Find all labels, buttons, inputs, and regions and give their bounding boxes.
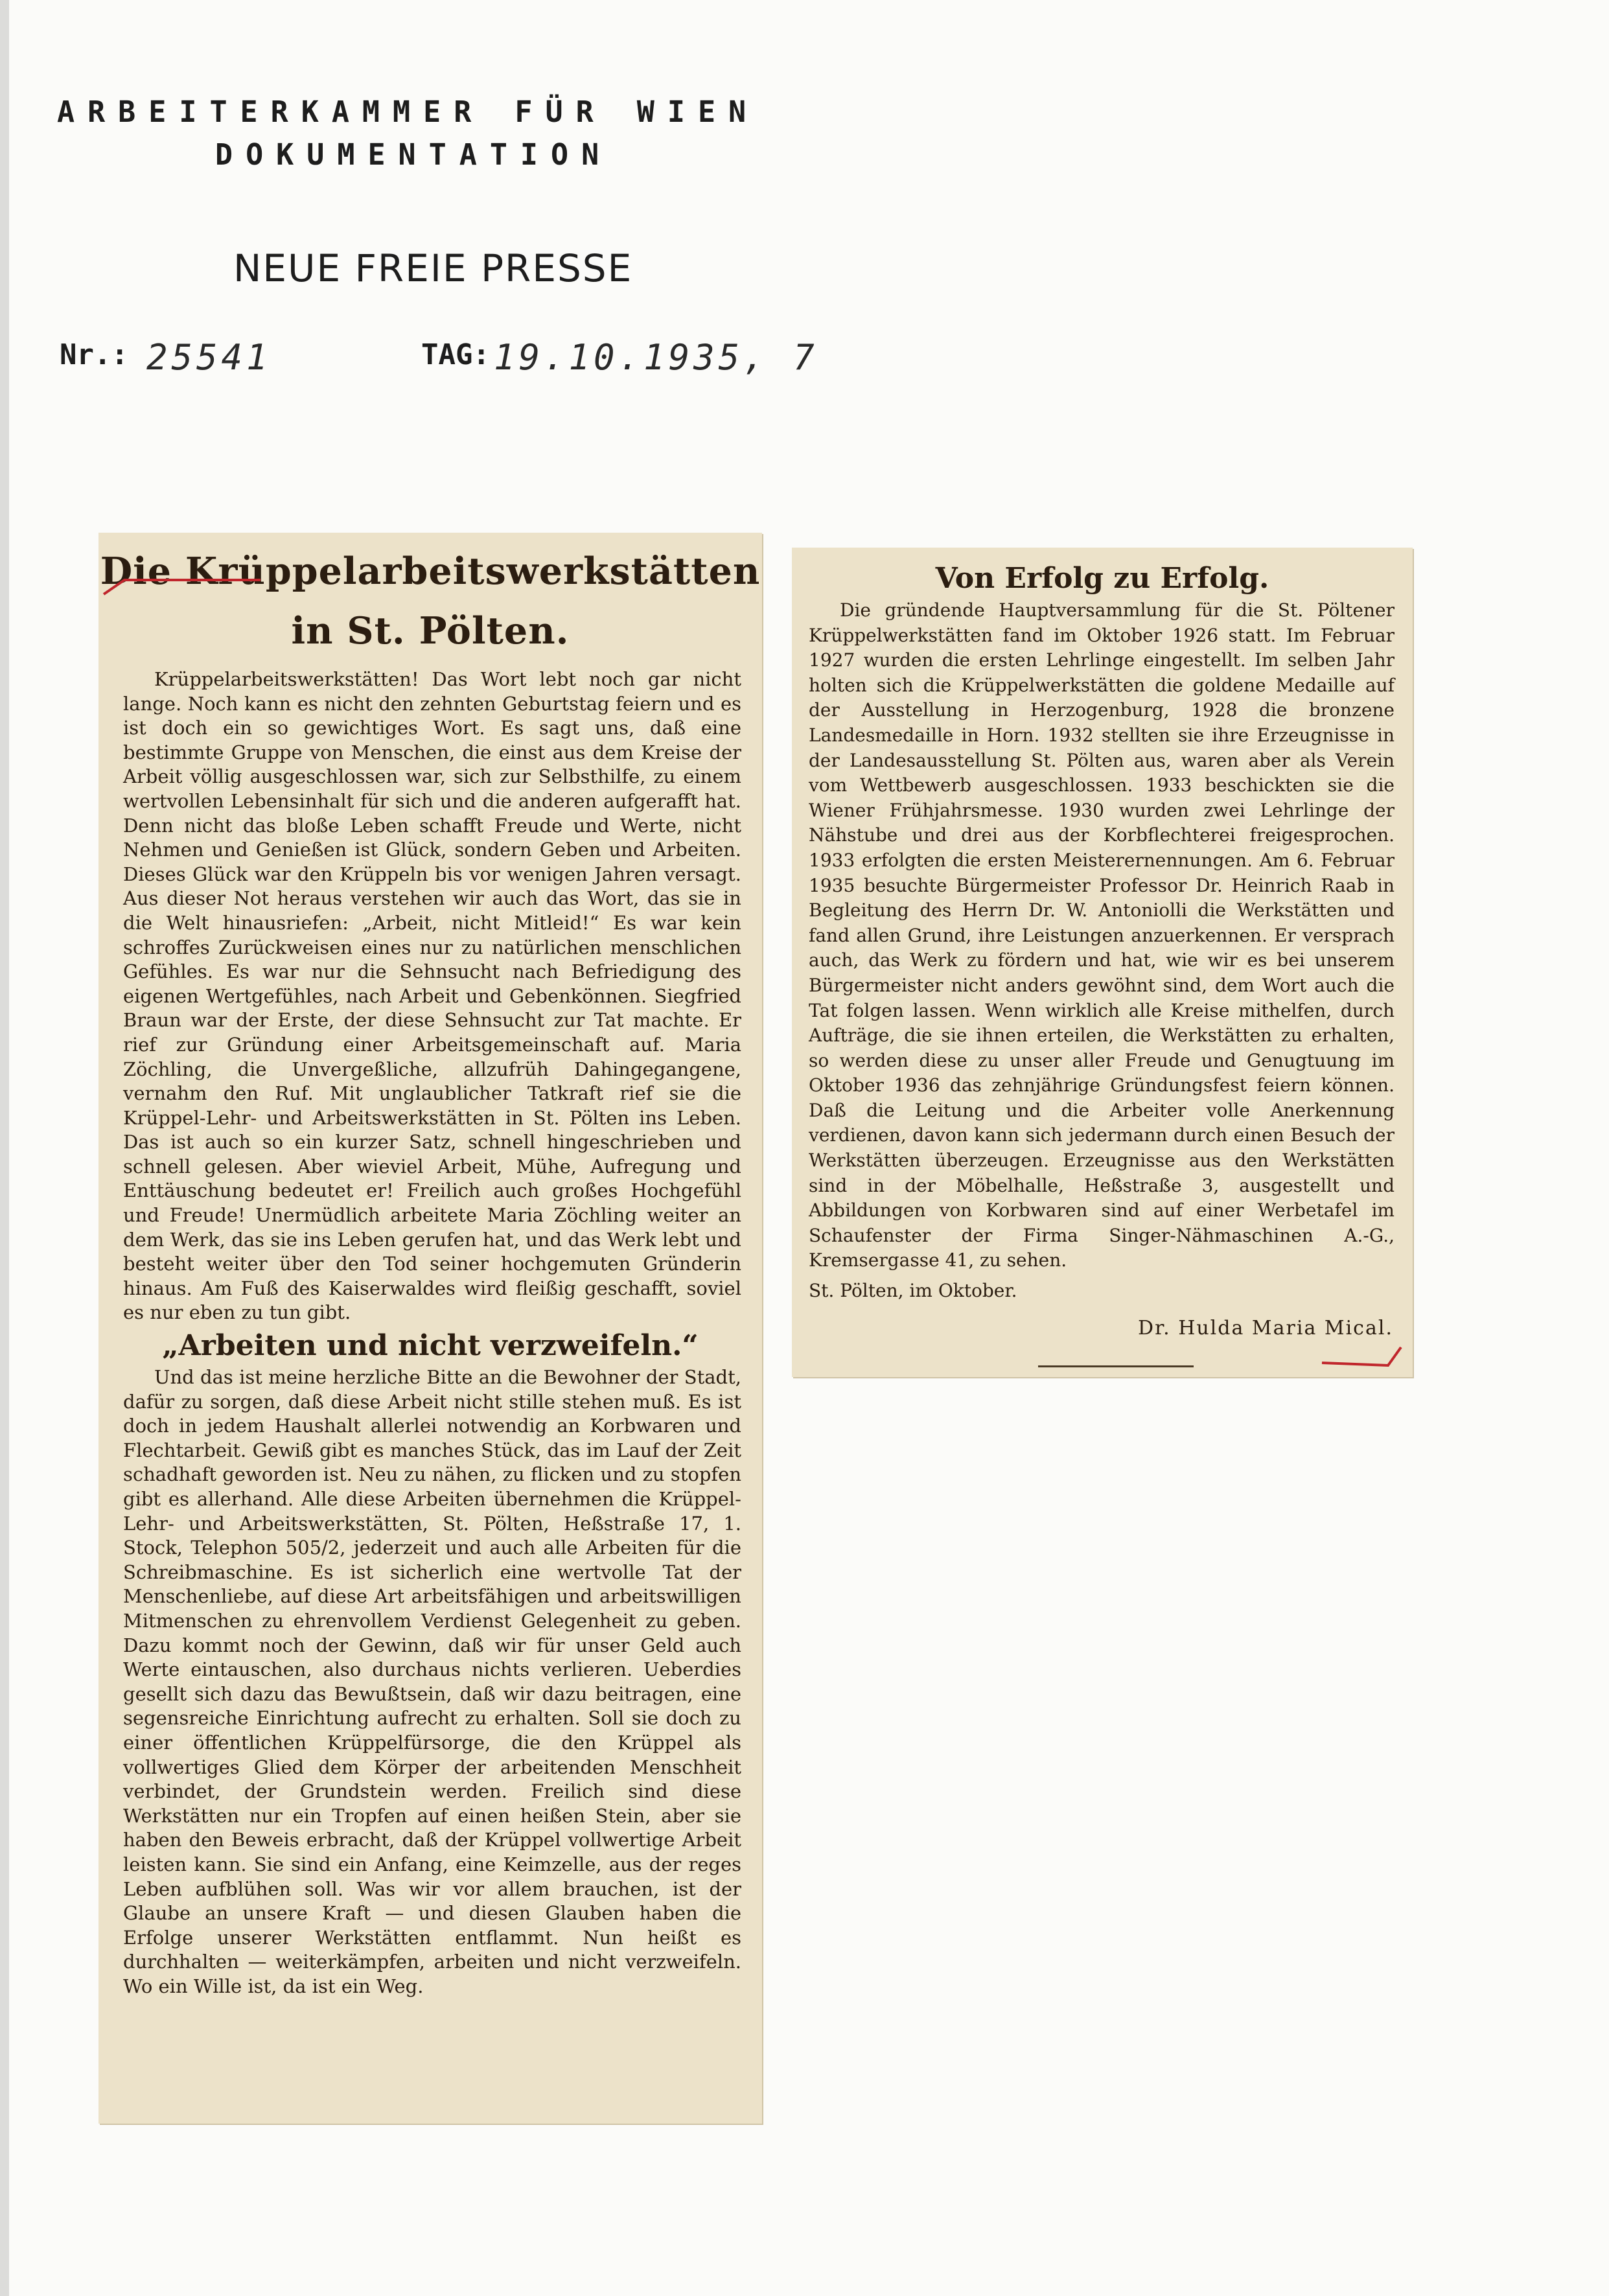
author-signature: Dr. Hulda Maria Mical.: [1138, 1316, 1393, 1339]
article-subheading: „Arbeiten und nicht verzweifeln.“: [162, 1329, 699, 1363]
issue-number-value: 25541: [146, 337, 272, 378]
article-paragraph-3: Die gründende Hauptversammlung für die St. Pöltener Krüppelwerkstätten fand im Oktober 1926 statt. Im Februar 1927 wurden die ersten Lehrlinge eingestellt. Im selben Jahr holten sich die Krüppelwerkstätten die goldene Medaille auf der Ausstellung in Herzogenburg, 1928 die bronzene Landesmedaille in Horn. 1932 stellten sie ihre Erzeugnisse in der Landesausstellung St. Pölten aus, waren aber als Verein vom Wettbewerb ausgeschlossen. 1933 beschickten sie die Wiener Frühjahrsmesse. 1930 wurden zwei Lehrlinge der Nähstube und drei aus der Korbflechterei freigesprochen. 1933 erfolgten die ersten Meisterernennungen. Am 6. Februar 1935 besuchte Bürgermeister Professor Dr. Heinrich Raab in Begleitung des Herrn Dr. W. Antoniolli die Werkstätten und fand allen Grund, ihre Leistungen anzuerkennen. Er versprach auch, das Werk zu fördern und hat, wie wir es bei unserem Bürgermeister nicht anders gewöhnt sind, dem Wort auch die Tat folgen lassen. Wenn wirklich alle Kreise mithelfen, durch Aufträge, die sie ihnen erteilen, die Werkstätten zu erhalten, so werden diese zu unser aller Freude und Genugtuung im Oktober 1936 das zehnjährige Gründungsfest feiern können. Daß die Leitung und die Arbeiter volle Anerkennung verdienen, davon kann sich jedermann durch einen Besuch der Werkstätten überzeugen. Erzeugnisse aus den Werkstätten sind in der Möbelhalle, Heßstraße 3, ausgestellt und Abbildungen von Korbwaren sind auf einer Werbetafel im Schaufenster der Firma Singer-Nähmaschinen A.-G., Kremsergasse 41, zu sehen.: [809, 599, 1395, 1271]
clipping-left-column: [98, 533, 762, 2124]
archive-stamp: [0, 0, 1609, 402]
article-title-line2: in St. Pölten.: [291, 609, 570, 653]
closing-rule: [1038, 1365, 1194, 1367]
article-paragraph-2: Und das ist meine herzliche Bitte an die Bewohner der Stadt, dafür zu sorgen, daß diese Arbeit nicht stille stehen muß. Es ist doch in jedem Haushalt allerlei notwendig an Korbwaren und Flechtarbeit. Gewiß gibt es manches Stück, das im Lauf der Zeit schadhaft geworden ist. Neu zu nähen, zu flicken und zu stopfen gibt es allerhand. Alle diese Arbeiten übernehmen die Krüppel-Lehr- und Arbeitswerkstätten, St. Pölten, Heßstraße 17, 1. Stock, Telephon 505/2, jederzeit und auch alle Arbeiten für die Schreibmaschine. Es ist sicherlich eine wertvolle Tat der Menschenliebe, auf diese Art arbeitsfähigen und arbeitswilligen Mitmenschen zu ehrenvollem Verdienst Gelegenheit zu geben. Dazu kommt noch der Gewinn, daß wir für unser Geld auch Werte eintauschen, also durchaus nichts verlieren. Ueberdies gesellt sich dazu das Bewußtsein, daß wir dazu beitragen, eine segensreiche Einrichtung aufrecht zu erhalten. Soll sie doch zu einer öffentlichen Krüppelfürsorge, die den Krüppel als vollwertiges Glied dem Körper der arbeitenden Menschheit verbindet, der Grundstein werden. Freilich sind diese Werkstätten nur ein Tropfen auf einen heißen Stein, aber sie haben den Beweis erbracht, daß der Krüppel vollwertige Arbeit leisten kann. Sie sind ein Anfang, eine Keimzelle, aus der reges Leben aufblühen soll. Was wir vor allem brauchen, ist der Glaube an unsere Kraft — und diesen Glauben haben die Erfolge unserer Werkstätten entflammt. Nun heißt es durchhalten — weiterkämpfen, arbeiten und nicht verzweifeln. Wo ein Wille ist, da ist ein Weg.: [123, 1366, 741, 1997]
department-name: DOKUMENTATION: [215, 137, 612, 172]
red-pencil-underline-mark: [98, 562, 267, 601]
clipping-right-column: [792, 548, 1413, 1377]
place-date: St. Pölten, im Oktober.: [809, 1280, 1017, 1302]
issue-number-label: Nr.:: [60, 338, 128, 371]
date-label: TAG:: [421, 338, 490, 371]
red-pencil-end-mark: [1317, 1337, 1407, 1376]
article-paragraph-1: Krüppelarbeitswerkstätten! Das Wort lebt noch gar nicht lange. Noch kann es nicht den zehnten Geburtstag feiern und es ist doch ein so gewichtiges Wort. Es sagt uns, daß eine bestimmte Gruppe von Menschen, die einst aus dem Kreise der Arbeit völlig ausgeschlossen war, sich zur Selbsthilfe, zu einem wertvollen Lebensinhalt für sich und die anderen aufgerafft hat. Denn nicht das bloße Leben schafft Freude und Werte, nicht Nehmen und Genießen ist Glück, sondern Geben und Arbeiten. Dieses Glück war den Krüppeln bis vor wenigen Jahren versagt. Aus dieser Not heraus verstehen wir auch das Wort, das sie in die Welt hinausriefen: „Arbeit, nicht Mitleid!“ Es war kein schroffes Zurückweisen eines nur zu natürlichen menschlichen Gefühles. Es war nur die Sehnsucht nach Befriedigung des eigenen Wertgefühles, nach Arbeit und Gebenkönnen. Siegfried Braun war der Erste, der diese Sehnsucht zur Tat machte. Er rief zur Gründung einer Arbeitsgemeinschaft auf. Maria Zöchling, die Unvergeßliche, allzufrüh Dahingegangene, vernahm den Ruf. Mit unglaublicher Tatkraft rief sie die Krüppel-Lehr- und Arbeitswerkstätten in St. Pölten ins Leben. Das ist auch so ein kurzer Satz, schnell hingeschrieben und schnell gelesen. Aber wieviel Arbeit, Mühe, Aufregung und Enttäuschung bedeutet er! Freilich auch großes Hochgefühl und Freude! Unermüdlich arbeitete Maria Zöchling weiter an dem Werk, das sie ins Leben gerufen hat, und das Werk lebt und besteht weiter über den Tod seiner hochgemuten Gründerin hinaus. Am Fuß des Kaiserwaldes wird fleißig geschafft, soviel es nur eben zu tun gibt.: [123, 668, 741, 1324]
date-value: 19.10.1935, 7: [494, 337, 818, 378]
newspaper-name: NEUE FREIE PRESSE: [233, 246, 633, 290]
institution-name: ARBEITERKAMMER FÜR WIEN: [57, 95, 759, 129]
right-heading: Von Erfolg zu Erfolg.: [935, 562, 1269, 595]
article-title-line1: Die Krüppelarbeitswerkstätten: [100, 550, 761, 593]
